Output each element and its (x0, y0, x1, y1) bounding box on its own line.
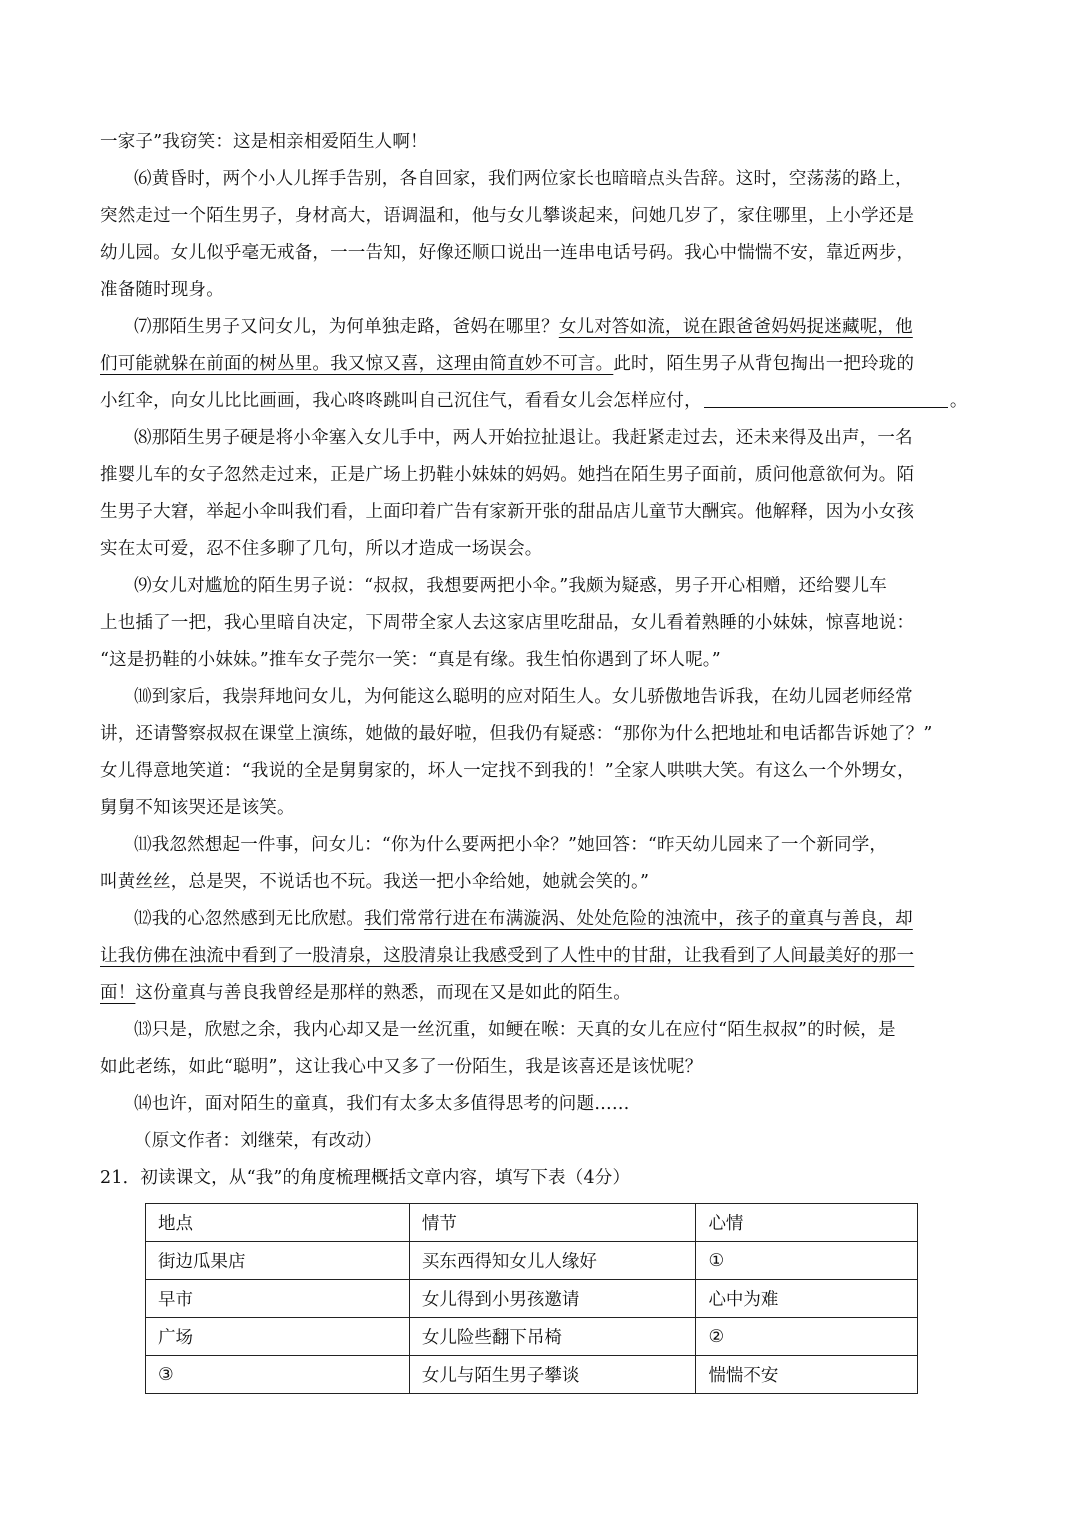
paragraph-9-line: “这是扔鞋的小妹妹。”推车女子莞尔一笑：“真是有缘。我生怕你遇到了坏人呢。” (100, 650, 721, 670)
answer-blank[interactable] (704, 389, 948, 408)
paragraph-11-line: ⑾我忽然想起一件事，问女儿：“你为什么要两把小伞？”她回答：“昨天幼儿园来了一个新同学， (134, 835, 888, 855)
text-span: 。 (949, 391, 968, 411)
table-cell: 惴惴不安 (696, 1356, 918, 1394)
paragraph-7-line (100, 352, 976, 376)
question-21: 21．初读课文，从“我”的角度梳理概括文章内容，填写下表（4分） (100, 1168, 631, 1188)
paragraph-8-line: 推婴儿车的女子忽然走过来，正是广场上扔鞋小妹妹的妈妈。她挡在陌生男子面前，质问他意欲何为。陌 (100, 465, 915, 485)
text-span: ⑺那陌生男子又问女儿，为何单独走路，爸妈在哪里？ (134, 317, 559, 337)
table-header-cell: 情节 (409, 1204, 696, 1242)
table-cell: 女儿险些翻下吊椅 (409, 1318, 696, 1356)
table-cell-answer-2[interactable]: ② (696, 1318, 918, 1356)
table-header-cell: 地点 (146, 1204, 410, 1242)
text-span: 这份童真与善良我曾经是那样的熟悉，而现在又是如此的陌生。 (135, 983, 632, 1003)
table-row (146, 1242, 918, 1280)
underlined-sentence: 女儿对答如流，说在跟爸爸妈妈捉迷藏呢，他 (558, 317, 913, 337)
table-cell: 街边瓜果店 (146, 1242, 410, 1280)
source-note: （原文作者：刘继荣，有改动） (134, 1131, 382, 1151)
summary-table (145, 1203, 918, 1394)
paragraph-7-line (134, 315, 976, 339)
paragraph-10-line: ⑽到家后，我崇拜地问女儿，为何能这么聪明的应对陌生人。女儿骄傲地告诉我，在幼儿园老师经常 (134, 687, 913, 707)
paragraph-6-line: 幼儿园。女儿似乎毫无戒备，一一告知，好像还顺口说出一连串电话号码。我心中惴惴不安，靠近两步， (100, 243, 915, 263)
text-line: 一家子”我窃笑：这是相亲相爱陌生人啊！ (100, 132, 428, 152)
paragraph-10-line: 讲，还请警察叔叔在课堂上演练，她做的最好啦，但我仍有疑惑：“那你为什么把地址和电话都告诉她了？” (100, 724, 933, 744)
paragraph-12-line (100, 981, 976, 1005)
table-cell: 买东西得知女儿人缘好 (409, 1242, 696, 1280)
underlined-sentence: 我们常常行进在布满漩涡、处处危险的浊流中，孩子的童真与善良，却 (364, 909, 913, 929)
table-cell-answer-3[interactable]: ③ (146, 1356, 410, 1394)
paragraph-13-line: ⒀只是，欣慰之余，我内心却又是一丝沉重，如鲠在喉：天真的女儿在应付“陌生叔叔”的时候，是 (134, 1020, 896, 1040)
paragraph-6-line: ⑹黄昏时，两个小人儿挥手告别，各自回家，我们两位家长也暗暗点头告辞。这时，空荡荡的路上， (134, 169, 913, 189)
table-header-cell: 心情 (696, 1204, 918, 1242)
table-cell: 广场 (146, 1318, 410, 1356)
paragraph-7-line (100, 389, 976, 413)
paragraph-11-line: 叫黄丝丝，总是哭，不说话也不玩。我送一把小伞给她，她就会笑的。” (100, 872, 650, 892)
paragraph-6-line: 准备随时现身。 (100, 280, 224, 300)
paragraph-9-line: 上也插了一把，我心里暗自决定，下周带全家人去这家店里吃甜品，女儿看着熟睡的小妹妹，惊喜地说： (100, 613, 915, 633)
underlined-sentence: 让我仿佛在浊流中看到了一股清泉，这股清泉让我感受到了人性中的甘甜，让我看到了人间最美好的那一 (100, 946, 915, 966)
table-cell: 女儿得到小男孩邀请 (409, 1280, 696, 1318)
table-cell: 女儿与陌生男子攀谈 (409, 1356, 696, 1394)
text-span: 此时，陌生男子从背包掏出一把玲珑的 (613, 354, 915, 374)
table-cell: 心中为难 (696, 1280, 918, 1318)
table-row (146, 1318, 918, 1356)
paragraph-8-line: 生男子大窘，举起小伞叫我们看，上面印着广告有家新开张的甜品店儿童节大酬宾。他解释，因为小女孩 (100, 502, 915, 522)
paragraph-8-line: ⑻那陌生男子硬是将小伞塞入女儿手中，两人开始拉扯退让。我赶紧走过去，还未来得及出声，一名 (134, 428, 913, 448)
paragraph-10-line: 女儿得意地笑道：“我说的全是舅舅家的，坏人一定找不到我的！”全家人哄哄大笑。有这么一个外甥女， (100, 761, 915, 781)
underlined-sentence: 们可能就躲在前面的树丛里。我又惊又喜，这理由简直妙不可言。 (100, 354, 614, 374)
underlined-sentence: 面！ (100, 983, 136, 1003)
paragraph-13-line: 如此老练，如此“聪明”，这让我心中又多了一份陌生，我是该喜还是该忧呢？ (100, 1057, 703, 1077)
text-span: ⑿我的心忽然感到无比欣慰。 (134, 909, 365, 929)
paragraph-10-line: 舅舅不知该哭还是该笑。 (100, 798, 295, 818)
paragraph-9-line: ⑼女儿对尴尬的陌生男子说：“叔叔，我想要两把小伞。”我颇为疑惑，男子开心相赠，还给婴儿车 (134, 576, 887, 596)
table-row (146, 1356, 918, 1394)
table-cell-answer-1[interactable]: ① (696, 1242, 918, 1280)
table-header-row (146, 1204, 918, 1242)
paragraph-12-line (100, 944, 976, 968)
paragraph-8-line: 实在太可爱，忍不住多聊了几句，所以才造成一场误会。 (100, 539, 543, 559)
paragraph-6-line: 突然走过一个陌生男子，身材高大，语调温和，他与女儿攀谈起来，问她几岁了，家住哪里，上小学还是 (100, 206, 915, 226)
paragraph-14-line: ⒁也许，面对陌生的童真，我们有太多太多值得思考的问题…… (134, 1094, 630, 1114)
paragraph-12-line (134, 907, 976, 931)
text-span: 小红伞，向女儿比比画画，我心咚咚跳叫自己沉住气，看看女儿会怎样应付， (100, 391, 702, 411)
table-row (146, 1280, 918, 1318)
table-cell: 早市 (146, 1280, 410, 1318)
